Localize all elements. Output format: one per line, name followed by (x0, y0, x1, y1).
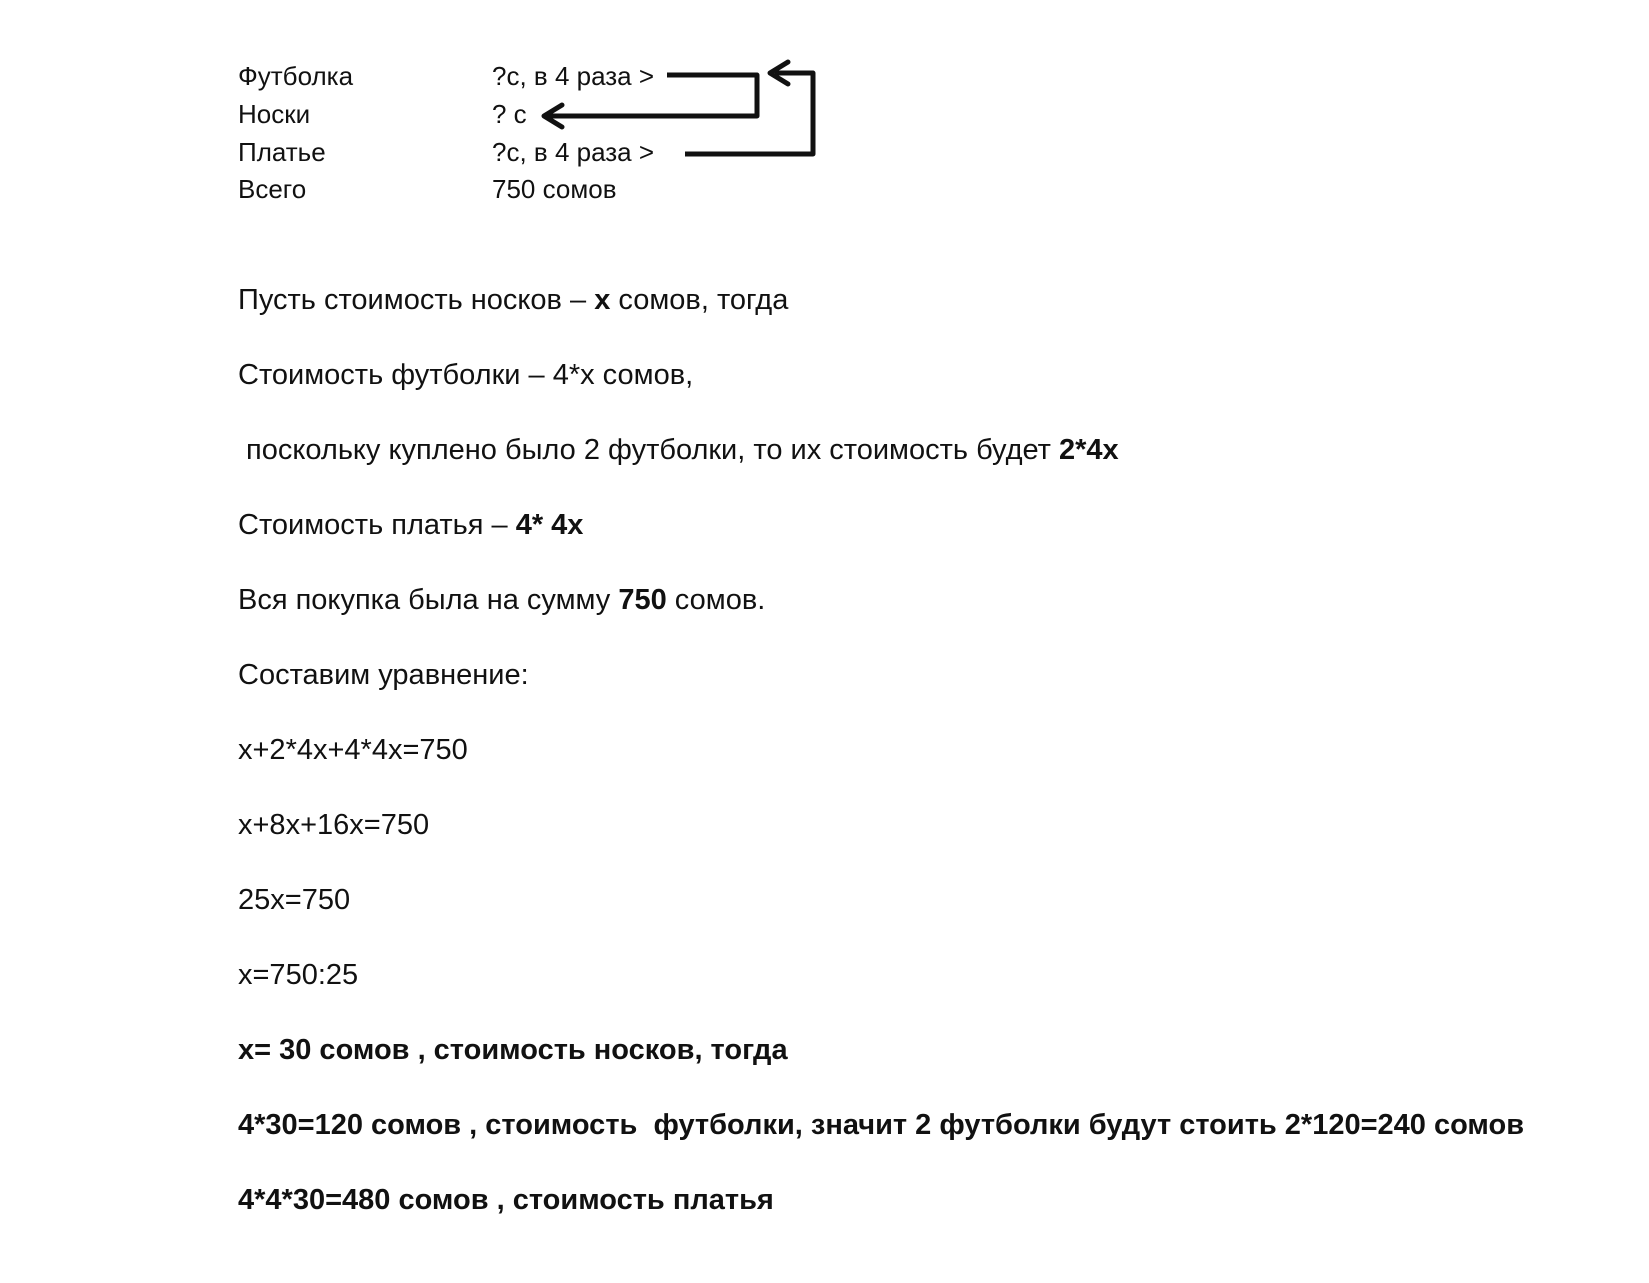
value-dress: ?с, в 4 раза > (492, 137, 655, 167)
equation-line-2: х+8х+16х=750 (238, 809, 430, 841)
equation-line-1: х+2*4х+4*4х=750 (238, 734, 468, 766)
label-socks: Носки (238, 99, 311, 129)
solution-line-1: Пусть стоимость носков – х сомов, тогда (238, 284, 789, 316)
label-tshirt: Футболка (238, 61, 354, 91)
label-dress: Платье (238, 137, 326, 167)
value-total: 750 сомов (492, 174, 617, 204)
comparison-arrows (0, 0, 1649, 260)
result-line-1: х= 30 сомов , стоимость носков, тогда (238, 1034, 788, 1066)
result-line-2: 4*30=120 сомов , стоимость футболки, значит 2 футболки будут стоить 2*120=240 сомов (238, 1109, 1525, 1141)
equation-line-4: х=750:25 (238, 959, 359, 991)
solution-line-5: Вся покупка была на сумму 750 сомов. (238, 584, 766, 616)
label-total: Всего (238, 174, 307, 204)
solution-line-6: Составим уравнение: (238, 659, 529, 691)
arrow-dress-to-tshirt (685, 62, 813, 154)
equation-line-3: 25х=750 (238, 884, 351, 916)
result-line-3: 4*4*30=480 сомов , стоимость платья (238, 1184, 774, 1216)
value-socks: ? с (492, 99, 527, 129)
solution-line-2: Стоимость футболки – 4*х сомов, (238, 359, 694, 391)
value-tshirt: ?с, в 4 раза > (492, 61, 655, 91)
solution-line-3: поскольку куплено было 2 футболки, то их стоимость будет 2*4х (238, 434, 1119, 466)
solution-line-4: Стоимость платья – 4* 4х (238, 509, 584, 541)
